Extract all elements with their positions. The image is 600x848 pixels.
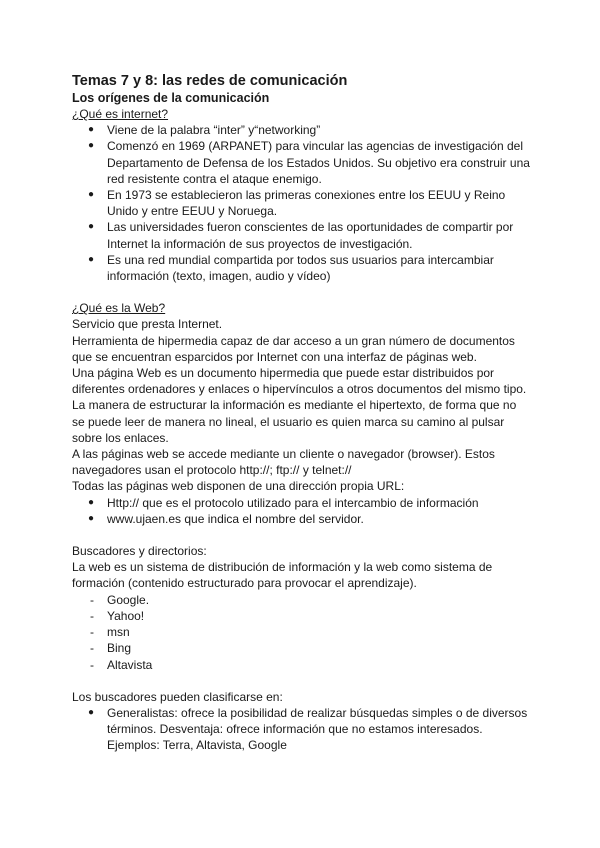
bullet-icon: ● — [88, 496, 95, 508]
bullet-icon: ● — [88, 124, 95, 136]
bullet-icon: ● — [88, 140, 95, 152]
url-bullet-list — [72, 495, 532, 527]
search-engine-list — [72, 592, 532, 673]
classification-bullet-list — [72, 705, 532, 754]
list-item: - Altavista — [90, 657, 153, 672]
dash-icon: - — [90, 592, 94, 607]
list-item: ● www.ujaen.es que indica el nombre del servidor. — [88, 511, 364, 526]
list-item: - Google. — [90, 592, 150, 607]
list-item: - Yahoo! — [90, 608, 145, 623]
list-item: ● Comenzó en 1969 (ARPANET) para vincular las agencias de investigación del Departamento de Defensa de los Estados Unidos. Su objetivo era construir una red resistente contra el ataque enemigo. — [88, 139, 530, 186]
document-content — [72, 72, 532, 754]
bullet-icon: ● — [88, 189, 95, 201]
internet-bullet-list — [72, 122, 532, 284]
paragraph: La web es un sistema de distribución de información y la web como sistema de formación (contenido estructurado para provocar el aprendizaje). — [72, 560, 493, 591]
list-item: ● Las universidades fueron conscientes de las oportunidades de compartir por Internet la información de sus proyectos de investigación. — [88, 220, 514, 251]
bullet-icon: ● — [88, 706, 95, 718]
paragraph: La manera de estructurar la información es mediante el hipertexto, de forma que no se puede leer de manera no lineal, el usuario es quien marca su camino al pulsar sobre los enlaces. — [72, 398, 517, 445]
list-item: - Bing — [90, 641, 132, 656]
list-item: ● En 1973 se establecieron las primeras conexiones entre los EEUU y Reino Unido y entre EEUU y Noruega. — [88, 188, 506, 219]
dash-icon: - — [90, 625, 94, 640]
bullet-icon: ● — [88, 253, 95, 265]
dash-icon: - — [90, 641, 94, 656]
section-heading-classification: Los buscadores pueden clasificarse en: — [72, 689, 283, 704]
bullet-icon: ● — [88, 221, 95, 233]
document-title: Temas 7 y 8: las redes de comunicación — [72, 73, 348, 89]
subheading-what-is-internet: ¿Qué es internet? — [72, 107, 169, 121]
section-heading-origins: Los orígenes de la comunicación — [72, 91, 270, 105]
list-item: ● Viene de la palabra “inter” y“networking” — [88, 123, 321, 138]
bullet-icon: ● — [88, 512, 95, 524]
paragraph: Servicio que presta Internet. — [72, 317, 223, 332]
subheading-what-is-web: ¿Qué es la Web? — [72, 301, 166, 316]
paragraph: Una página Web es un documento hipermedia que puede estar distribuidos por diferentes ordenadores y enlaces o hipervínculos a otros documentos del mismo tipo. — [72, 366, 527, 397]
paragraph: Todas las páginas web disponen de una dirección propia URL: — [72, 479, 405, 494]
paragraph: A las páginas web se accede mediante un cliente o navegador (browser). Estos navegadores usan el protocolo http://; ftp:// y telnet:// — [72, 447, 495, 478]
list-item: ● Http:// que es el protocolo utilizado para el intercambio de información — [88, 495, 479, 510]
list-item: ● Generalistas: ofrece la posibilidad de realizar búsquedas simples o de diversos términos. Desventaja: ofrece información que no estamos interesados. Ejemplos: Terra, Altavista, Google — [88, 705, 528, 753]
section-heading-search-engines: Buscadores y directorios: — [72, 544, 207, 559]
dash-icon: - — [90, 608, 94, 623]
list-item: - msn — [90, 625, 130, 640]
dash-icon: - — [90, 657, 94, 672]
list-item: ● Es una red mundial compartida por todos sus usuarios para intercambiar información (texto, imagen, audio y vídeo) — [88, 252, 494, 284]
paragraph: Herramienta de hipermedia capaz de dar acceso a un gran número de documentos que se encuentran esparcidos por Internet con una interfaz de páginas web. — [72, 333, 515, 364]
